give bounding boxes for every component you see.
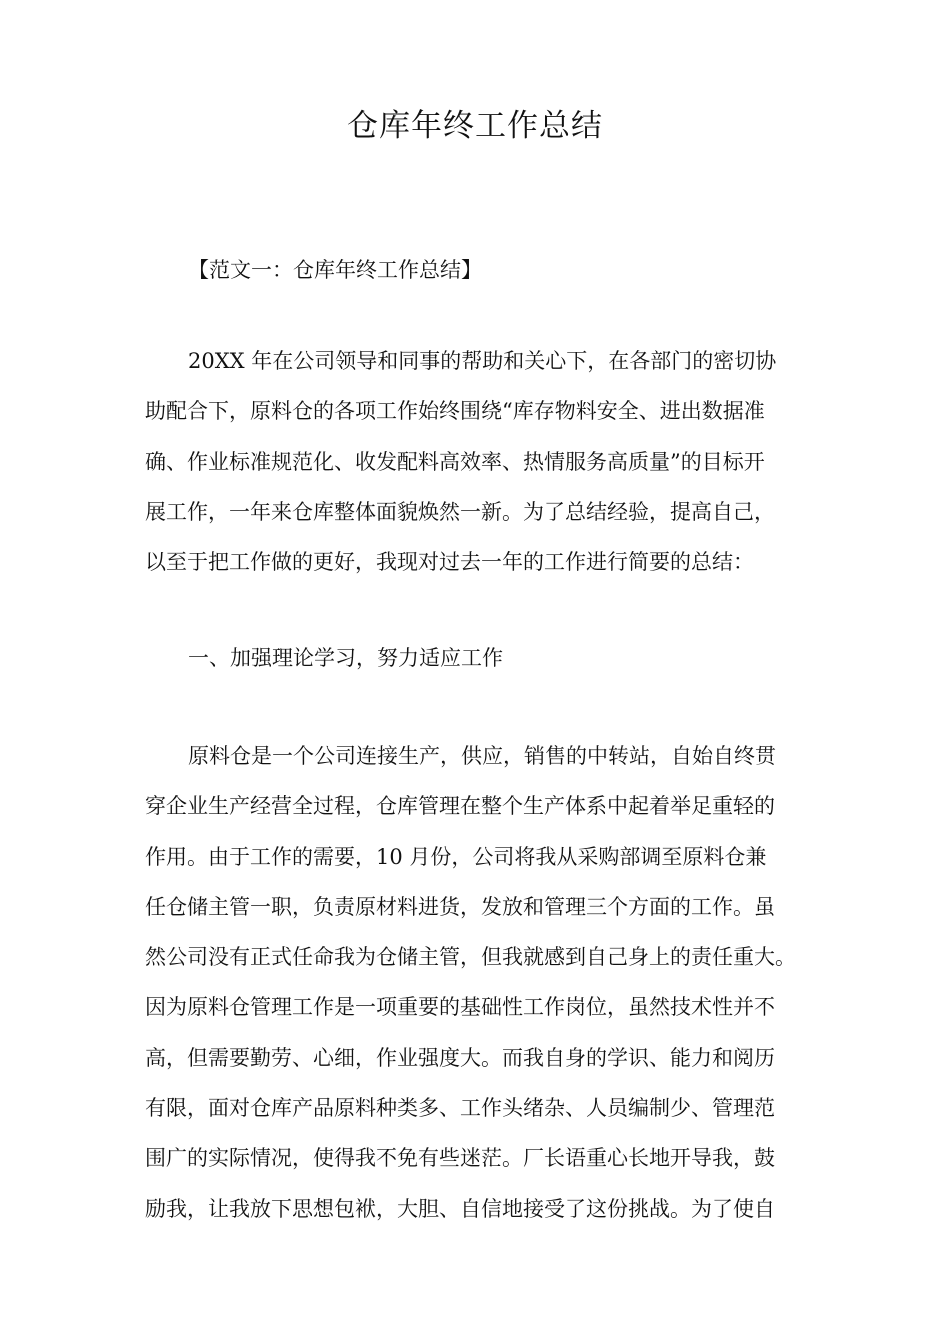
document-title: 仓库年终工作总结 xyxy=(347,108,603,144)
body-line-9: 围广的实际情况，使得我不免有些迷茫。厂长语重心长地开导我，鼓 xyxy=(145,1146,775,1171)
body-line-6: 因为原料仓管理工作是一项重要的基础性工作岗位，虽然技术性并不 xyxy=(145,995,775,1020)
body-line-3: 作用。由于工作的需要，10 月份，公司将我从采购部调至原料仓兼 xyxy=(145,844,767,869)
body-line-5: 然公司没有正式任命我为仓储主管，但我就感到自己身上的责任重大。 xyxy=(145,945,796,970)
body-line-7: 高，但需要勤劳、心细，作业强度大。而我自身的学识、能力和阅历 xyxy=(145,1045,775,1070)
intro-line-4: 展工作，一年来仓库整体面貌焕然一新。为了总结经验，提高自己， xyxy=(145,499,775,524)
heading-1: 一、加强理论学习，努力适应工作 xyxy=(188,646,503,670)
body-line-2: 穿企业生产经营全过程，仓库管理在整个生产体系中起着举足重轻的 xyxy=(145,794,775,819)
intro-line-1: 20XX 年在公司领导和同事的帮助和关心下，在各部门的密切协 xyxy=(188,349,777,373)
section-label: 【范文一：仓库年终工作总结】 xyxy=(188,258,482,282)
body-line-8: 有限，面对仓库产品原料种类多、工作头绪杂、人员编制少、管理范 xyxy=(145,1096,775,1121)
heading-1-block xyxy=(145,633,825,683)
intro-paragraph xyxy=(145,336,825,587)
body-line-1: 原料仓是一个公司连接生产，供应，销售的中转站，自始自终贯 xyxy=(188,744,776,768)
intro-line-5: 以至于把工作做的更好，我现对过去一年的工作进行简要的总结： xyxy=(145,550,754,575)
body-line-10: 励我，让我放下思想包袱，大胆、自信地接受了这份挑战。为了使自 xyxy=(145,1196,775,1221)
intro-line-2: 助配合下，原料仓的各项工作始终围绕“库存物料安全、进出数据准 xyxy=(145,399,765,424)
intro-line-3: 确、作业标准规范化、收发配料高效率、热情服务高质量”的目标开 xyxy=(145,449,765,474)
body-paragraph xyxy=(145,731,825,1234)
body-line-4: 任仓储主管一职，负责原材料进货，发放和管理三个方面的工作。虽 xyxy=(145,894,775,919)
section-label-block xyxy=(145,245,825,295)
